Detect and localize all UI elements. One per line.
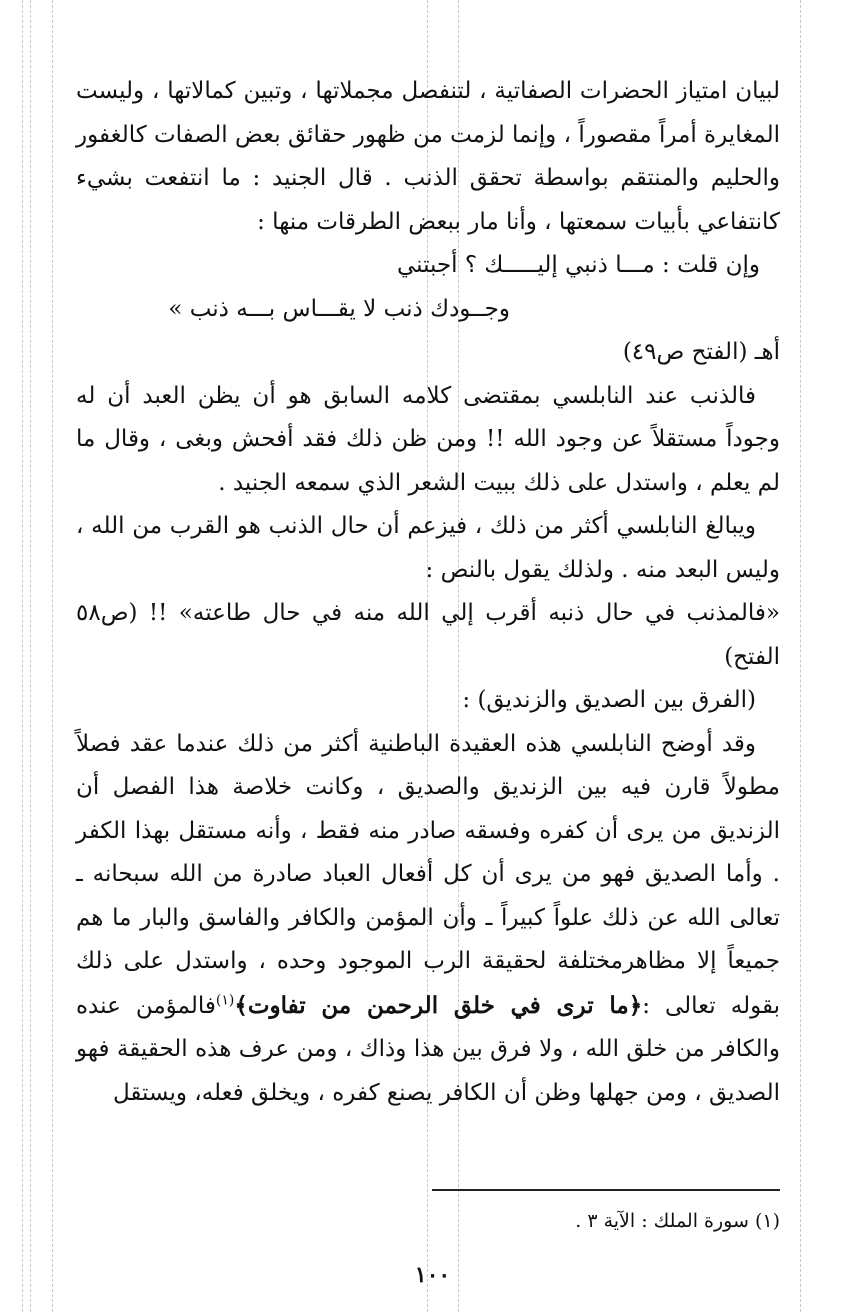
paragraph-sin-definition: فالذنب عند النابلسي بمقتضى كلامه السابق هو أن يظن العبد أن له وجوداً مستقلاً عن وجود الله !! ومن ظن ذلك فقد أفحش وبغى ، وقال ما لم يعلم ، واستدل على ذلك ببيت الشعر الذي سمعه الجنيد .	[76, 382, 780, 496]
scan-guide-line	[22, 0, 23, 1312]
scan-guide-line	[52, 0, 53, 1312]
paragraph-text: وقد أوضح النابلسي هذه العقيدة الباطنية أكثر من ذلك عندما عقد فصلاً مطولاً قارن فيه بين الزنديق والصديق ، وكانت خلاصة هذا الفصل أن الزنديق من يرى أن كفره وفسقه صادر منه فقط ، وأنه مستقل بهذا الكفر . وأما الصديق فهو من يرى أن كل أفعال العباد صادرة من الله سبحانه ـ تعالى الله عن ذلك علواً كبيراً ـ وأن المؤمن والكافر والفاسق والبار ما هم جميعاً إلا مظاهرمختلفة لحقيقة الرب الموجود وحده ، واستدل على ذلك بقوله تعالى :	[76, 730, 780, 1019]
body-text	[76, 70, 780, 1115]
footnote-reference: (١)	[215, 991, 235, 1008]
citation: أهـ (الفتح ص٤٩)	[622, 339, 780, 365]
quran-verse: ﴿ما ترى في خلق الرحمن من تفاوت﴾	[234, 991, 643, 1019]
section-heading: (الفرق بين الصديق والزنديق) :	[462, 687, 756, 713]
scan-guide-line	[30, 0, 31, 1312]
poem-verse-second	[76, 288, 780, 332]
page-number: ١٠٠	[414, 1262, 451, 1288]
paragraph-exaggeration: ويبالغ النابلسي أكثر من ذلك ، فيزعم أن حال الذنب هو القرب من الله ، وليس البعد منه . ولذلك يقول بالنص :	[76, 513, 780, 583]
verse-text: وإن قلت : مـــا ذنبي إليـــــك ؟ أجبتني	[396, 252, 760, 278]
footnote: (١) سورة الملك : الآية ٣ .	[575, 1210, 780, 1232]
paragraph-intro: لبيان امتياز الحضرات الصفاتية ، لتنفصل مجملاتها ، وتبين كمالاتها ، وليست المغايرة أمراً مقصوراً ، وإنما لزمت من ظهور حقائق بعض الصفات كالغفور والحليم والمنتقم بواسطة تحقق الذنب . قال الجنيد : ما انتفعت بشيء كانتفاعي بأبيات سمعتها ، وأنا مار ببعض الطرقات منها :	[76, 78, 780, 235]
verse-text: وجــودك ذنب لا يقـــاس بـــه ذنب »	[168, 295, 510, 322]
quotation: «فالمذنب في حال ذنبه أقرب إلي الله منه في حال طاعته» !! (ص٥٨ الفتح)	[76, 600, 780, 670]
scan-guide-line	[800, 0, 801, 1312]
paragraph-text: فالمؤمن عنده والكافر من خلق الله ، ولا فرق بين هذا وذاك ، ومن عرف هذه الحقيقة فهو الصديق ، ومن جهلها وظن أن الكافر يصنع كفره ، ويخلق فعله، ويستقل	[76, 992, 780, 1106]
footnote-divider	[432, 1189, 780, 1191]
paragraph-saint-heretic	[76, 723, 780, 1116]
poem-verse-first	[76, 244, 780, 288]
